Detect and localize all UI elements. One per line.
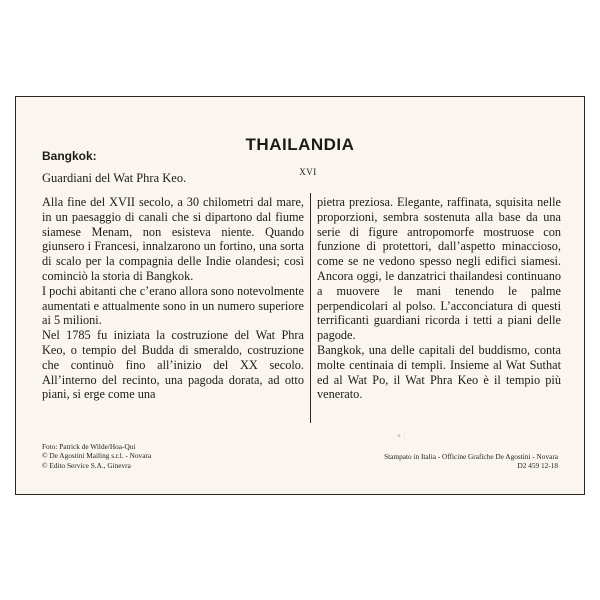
credit-line: D2 459 12-18: [517, 461, 558, 471]
credit-line: Stampato in Italia - Officine Grafiche De Agostini - Novara: [384, 452, 558, 461]
paragraph: pietra preziosa. Elegante, raffinata, squisita nelle proporzioni, sembra sostenuta alla base da una serie di figure antropomorfe mostruose con funzione di protettori, dall’aspetto minaccioso, come se ne vedono spesso negli edifici siamesi. Ancora oggi, le danzatrici thailandesi continuano a muovere le mani tenendo le palme perpendicolari al polso. L’acconciatura di questi terrificanti guardiani ricorda i tetti a piani delle pagode.: [317, 195, 561, 343]
print-credits: [384, 452, 558, 471]
card-title: THAILANDIA: [245, 135, 355, 154]
card-number: XVI: [299, 167, 317, 177]
location-heading: Bangkok:: [42, 149, 97, 163]
left-text-column: [42, 195, 304, 402]
right-text-column: [317, 195, 561, 402]
credit-line: © Edito Service S.A., Ginevra: [42, 460, 131, 470]
postcard-back: [15, 96, 585, 495]
paragraph: I pochi abitanti che c’erano allora sono notevolmente aumentati e attualmente sono in un numero superiore ai 5 milioni.: [42, 283, 304, 328]
paragraph: Alla fine del XVII secolo, a 30 chilometri dal mare, in un paesaggio di canali che si dipartono dal fiume siamese Menam, non esisteva niente. Quando giunsero i Francesi, innalzarono un fortino, una sorta di scalo per la compagnia delle Indie olandesi; così cominciò la storia di Bangkok.: [42, 195, 304, 283]
card-subtitle: Guardiani del Wat Phra Keo.: [42, 171, 187, 185]
credit-line: © De Agostini Mailing s.r.l. - Novara: [42, 451, 152, 461]
faint-print-mark: ▲ ¦: [396, 433, 405, 439]
photo-credits: [42, 442, 151, 470]
column-divider: [310, 193, 311, 423]
paragraph: Bangkok, una delle capitali del buddismo, conta molte centinaia di templi. Insieme al Wat Suthat ed al Wat Po, il Wat Phra Keo è il tempio più venerato.: [317, 342, 561, 402]
credit-line: Foto: Patrick de Wilde/Hoa-Qui: [42, 442, 136, 451]
paragraph: Nel 1785 fu iniziata la costruzione del Wat Phra Keo, o tempio del Budda di smeraldo, costruzione che continuò fino all’inizio del XX secolo. All’interno del recinto, una pagoda dorata, ad otto piani, si erge come una: [42, 328, 304, 402]
